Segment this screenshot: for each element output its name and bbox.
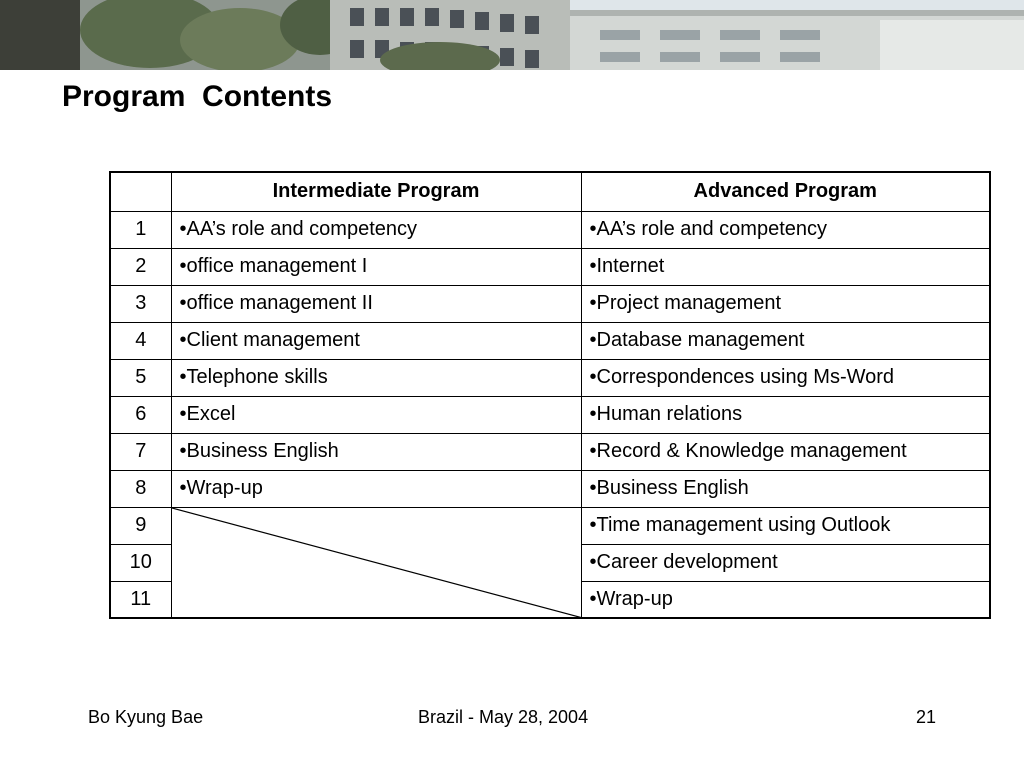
advanced-item: •Career development xyxy=(581,544,990,581)
table-row xyxy=(110,470,990,507)
advanced-item: •Record & Knowledge management xyxy=(581,433,990,470)
row-number: 10 xyxy=(110,544,171,581)
empty-diagonal-cell xyxy=(171,507,581,618)
slide-title: Program Contents xyxy=(62,80,333,113)
advanced-item: •Internet xyxy=(581,248,990,285)
advanced-item: •Time management using Outlook xyxy=(581,507,990,544)
advanced-item: •Correspondences using Ms-Word xyxy=(581,359,990,396)
program-contents-table xyxy=(109,171,991,619)
intermediate-item: •Telephone skills xyxy=(171,359,581,396)
intermediate-item: •Client management xyxy=(171,322,581,359)
header-advanced-program: Advanced Program xyxy=(581,172,990,211)
advanced-item: •AA’s role and competency xyxy=(581,211,990,248)
intermediate-item: •office management II xyxy=(171,285,581,322)
row-number: 8 xyxy=(110,470,171,507)
table-row xyxy=(110,248,990,285)
intermediate-item: •Business English xyxy=(171,433,581,470)
row-number: 11 xyxy=(110,581,171,618)
advanced-item: •Human relations xyxy=(581,396,990,433)
row-number: 2 xyxy=(110,248,171,285)
row-number: 3 xyxy=(110,285,171,322)
row-number: 6 xyxy=(110,396,171,433)
advanced-item: •Project management xyxy=(581,285,990,322)
diagonal-slash-line xyxy=(172,508,581,618)
header-intermediate-program: Intermediate Program xyxy=(171,172,581,211)
table-row xyxy=(110,507,990,544)
footer-event-date: Brazil - May 28, 2004 xyxy=(418,707,589,727)
advanced-item: •Database management xyxy=(581,322,990,359)
advanced-item: •Wrap-up xyxy=(581,581,990,618)
table-row xyxy=(110,396,990,433)
table-row xyxy=(110,322,990,359)
table-row xyxy=(110,285,990,322)
footer-page-number: 21 xyxy=(916,707,937,727)
intermediate-item: •Excel xyxy=(171,396,581,433)
advanced-item: •Business English xyxy=(581,470,990,507)
header-number-column xyxy=(110,172,171,211)
table-row xyxy=(110,433,990,470)
intermediate-item: •Wrap-up xyxy=(171,470,581,507)
table-row xyxy=(110,359,990,396)
footer-author: Bo Kyung Bae xyxy=(88,707,204,727)
table-header-row xyxy=(110,172,990,211)
row-number: 9 xyxy=(110,507,171,544)
header-banner-image xyxy=(0,0,1024,70)
intermediate-item: •office management I xyxy=(171,248,581,285)
row-number: 4 xyxy=(110,322,171,359)
intermediate-item: •AA’s role and competency xyxy=(171,211,581,248)
row-number: 5 xyxy=(110,359,171,396)
row-number: 1 xyxy=(110,211,171,248)
row-number: 7 xyxy=(110,433,171,470)
table-row xyxy=(110,211,990,248)
